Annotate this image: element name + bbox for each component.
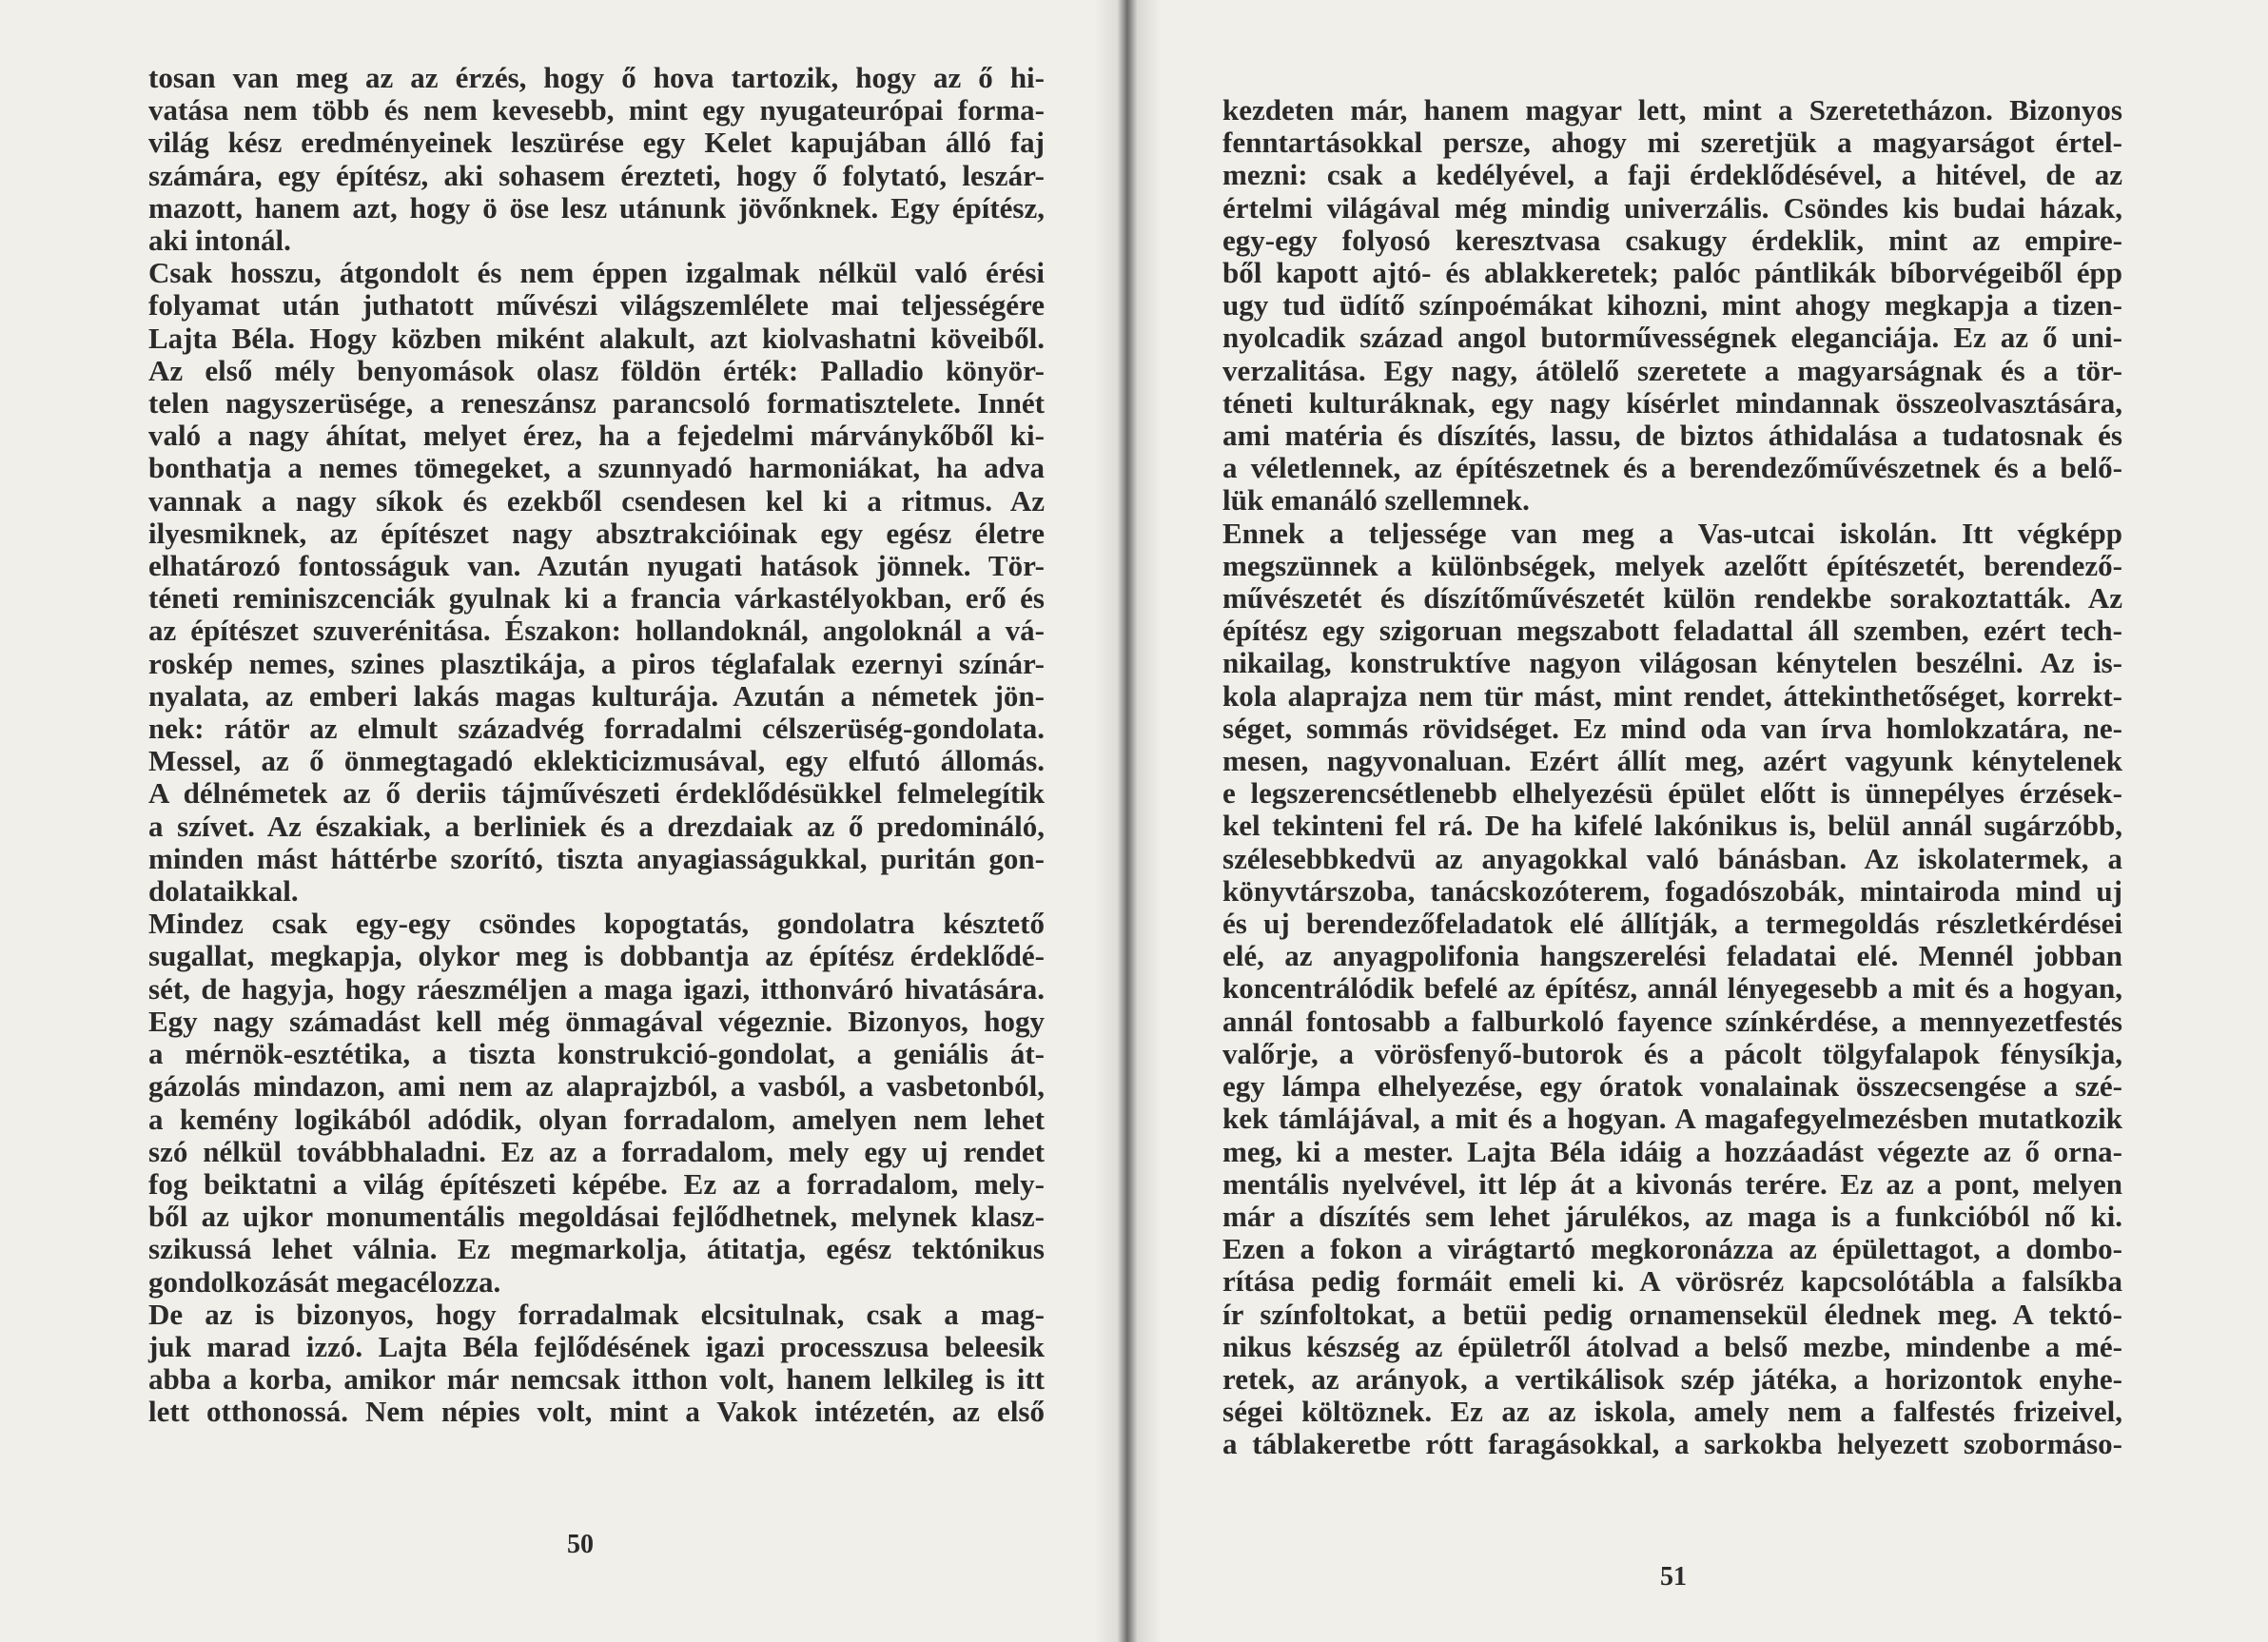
text-line: építész egy szigoruan megszabott feladattal áll szemben, ezért tech- [1222, 614, 2122, 648]
text-line: szó nélkül továbbhaladni. Ez az a forradalom, mely egy uj rendet [148, 1134, 1045, 1168]
text-line: szikussá lehet válnia. Ez megmarkolja, átitatja, egész tektónikus [148, 1232, 1045, 1266]
text-line: kola alaprajza nem tür mást, mint rendet, áttekinthetőséget, korrekt- [1222, 678, 2122, 713]
text-line: nyolcadik század angol butorművességnek eleganciája. Ez az ő uni- [1222, 321, 2122, 355]
text-line: egy lámpa elhelyezése, egy óratok vonalainak összecsengése a szé- [1222, 1069, 2122, 1104]
text-line: könyvtárszoba, tanácskozóterem, fogadószobák, mintairoda mind uj [1222, 873, 2122, 908]
text-line: mazott, hanem azt, hogy ö öse lesz utánunk jövőnknek. Egy építész, [148, 190, 1045, 225]
text-line: a mérnök-esztétika, a tiszta konstrukció-gondolat, a geniális át- [148, 1037, 1045, 1071]
text-line: ír színfoltokat, a betüi pedig ornamensekül élednek meg. A tektó- [1222, 1297, 2122, 1331]
text-line: nikailag, konstruktíve nagyon világosan kénytelen beszélni. Az is- [1222, 646, 2122, 680]
text-line: mezni: csak a kedélyével, a faji érdeklődésével, a hitével, de az [1222, 158, 2122, 192]
text-line: mesen, nagyvonaluan. Ezért állít meg, azért vagyunk kénytelenek [1222, 744, 2122, 778]
text-line: annál fontosabb a falburkoló fayence színkérdése, a mennyezetfestés [1222, 1004, 2122, 1038]
text-line: gázolás mindazon, ami nem az alaprajzból, a vasból, a vasbetonból, [148, 1069, 1045, 1104]
text-line: Az első mély benyomások olasz földön érték: Palladio könyör- [148, 353, 1045, 387]
text-line: Ezen a fokon a virágtartó megkoronázza az épülettagot, a dombo- [1222, 1232, 2122, 1266]
text-line: egy-egy folyosó keresztvasa csakugy érdeklik, mint az empire- [1222, 223, 2122, 257]
text-line: aki intonál. [148, 224, 291, 258]
text-line: vatása nem több és nem kevesebb, mint egy nyugateurópai forma- [148, 93, 1045, 127]
text-line: Mindez csak egy-egy csöndes kopogtatás, gondolatra késztető [148, 907, 1045, 941]
text-line: fog beiktatni a világ építészeti képébe. Ez az a forradalom, mely- [148, 1166, 1045, 1201]
text-line: lett otthonossá. Nem népies volt, mint a Vakok intézetén, az első [148, 1395, 1045, 1429]
text-line: nikus készség az épületről átolvad a belső mezbe, mindenbe a mé- [1222, 1329, 2122, 1363]
text-line: téneti reminiszcenciák gyulnak ki a francia várkastélyokban, erő és [148, 581, 1045, 616]
text-line: ugy tud üdítő színpoémákat kihozni, mint ahogy megkapja a tizen- [1222, 288, 2122, 323]
left-page [0, 0, 1118, 1642]
text-line: séget, sommás rövidséget. Ez mind oda van írva homlokzatára, ne- [1222, 711, 2122, 745]
text-line: téneti kulturáknak, egy nagy kísérlet mindannak összeolvasztására, [1222, 385, 2122, 420]
text-line: A délnémetek az ő deriis tájművészeti érdeklődésükkel felmelegítik [148, 776, 1045, 811]
text-line: elhatározó fontosságuk van. Azután nyugati hatások jönnek. Tör- [148, 549, 1045, 583]
text-line: verzalitása. Egy nagy, átölelő szeretete a magyarságnak és a tör- [1222, 353, 2122, 387]
text-line: kek támlájával, a mit és a hogyan. A magafegyelmezésben mutatkozik [1222, 1102, 2122, 1136]
text-line: a szívet. Az északiak, a berliniek és a drezdaiak az ő predomináló, [148, 809, 1045, 843]
text-line: elé, az anyagpolifonia hangszerelési feladatai elé. Mennél jobban [1222, 939, 2122, 973]
text-line: dolataikkal. [148, 874, 299, 909]
text-line: koncentrálódik befelé az építész, annál lényegesebb a mit és a hogyan, [1222, 971, 2122, 1006]
book-gutter [1094, 0, 1161, 1642]
text-line: Egy nagy számadást kell még önmagával végeznie. Bizonyos, hogy [148, 1004, 1045, 1038]
text-line: Csak hosszu, átgondolt és nem éppen izgalmak nélkül való érési [148, 256, 1045, 290]
text-line: világ kész eredményeinek leszürése egy Kelet kapujában álló faj [148, 126, 1045, 160]
text-line: ilyesmiknek, az építészet nagy absztrakcióinak egy egész életre [148, 516, 1045, 550]
text-line: roskép nemes, szines plasztikája, a piros téglafalak ezernyi színár- [148, 646, 1045, 680]
text-line: kel tekinteni fel rá. De ha kifelé lakónikus is, belül annál sugárzóbb, [1222, 809, 2122, 843]
text-line: nyalata, az emberi lakás magas kulturája. Azután a németek jön- [148, 678, 1045, 713]
text-line: bonthatja a nemes tömegeket, a szunnyadó harmoniákat, ha adva [148, 451, 1045, 485]
text-line: minden mást háttérbe szorító, tiszta anyagiasságukkal, puritán gon- [148, 841, 1045, 875]
text-line: e legszerencsétlenebb elhelyezésü épület előtt is ünnepélyes érzések- [1222, 776, 2122, 811]
text-line: Lajta Béla. Hogy közben miként alakult, azt kiolvashatni köveiből. [148, 321, 1045, 355]
text-line: vannak a nagy síkok és ezekből csendesen kel ki a ritmus. Az [148, 483, 1045, 518]
text-line: nek: rátör az elmult századvég forradalmi célszerüség-gondolata. [148, 712, 1045, 746]
text-line: retek, az arányok, a vertikálisok szép játéka, a horizontok enyhe- [1222, 1361, 2122, 1396]
text-line: gondolkozását megacélozza. [148, 1264, 501, 1299]
text-line: és uj berendezőfeladatok elé állítják, a termegoldás részletkérdései [1222, 907, 2122, 941]
text-line: már a díszítés sem lehet járulékos, az maga is a funkcióból nő ki. [1222, 1199, 2122, 1233]
text-line: telen nagyszerüsége, a reneszánsz parancsoló formatisztelete. Innét [148, 386, 1045, 420]
text-line: folyamat után juthatott művészi világszemlélete mai teljességére [148, 288, 1045, 323]
text-line: rítása pedig formáit emeli ki. A vörösréz kapcsolótábla a falsíkba [1222, 1264, 2122, 1299]
text-line: értelmi világával még mindig univerzális. Csöndes kis budai házak, [1222, 190, 2122, 225]
text-line: meg, ki a mester. Lajta Béla idáig a hozzáadást végezte az ő orna- [1222, 1134, 2122, 1168]
left-page-number: 50 [567, 1530, 594, 1559]
text-line: a véletlennek, az építészetnek és a berendezőművészetnek és a belő- [1222, 451, 2122, 485]
text-line: ségei költöznek. Ez az az iskola, amely nem a falfestés frizeivel, [1222, 1395, 2122, 1429]
text-line: mentális nyelvével, itt lép át a kivonás terére. Ez az a pont, melyen [1222, 1166, 2122, 1201]
text-line: Messel, az ő önmegtagadó eklekticizmusával, egy elfutó állomás. [148, 744, 1045, 778]
right-page-number: 51 [1660, 1562, 1687, 1592]
text-line: sugallat, megkapja, olykor meg is dobbantja az építész érdeklődé- [148, 939, 1045, 973]
text-line: juk marad izzó. Lajta Béla fejlődésének igazi processzusa beleesik [148, 1329, 1045, 1363]
right-page-text [1222, 94, 2122, 1461]
text-line: a táblakeretbe rótt faragásokkal, a sarkokba helyezett szobormáso- [1222, 1427, 2122, 1461]
text-line: ből az ujkor monumentális megoldásai fejlődhetnek, melynek klasz- [148, 1200, 1045, 1234]
text-line: lük emanáló szellemnek. [1222, 483, 1530, 518]
right-page [1118, 0, 2268, 1642]
text-line: számára, egy építész, aki sohasem érezteti, hogy ő folytató, leszár- [148, 158, 1045, 192]
text-line: ami matéria és díszítés, lassu, de biztos áthidalása a tudatosnak és [1222, 419, 2122, 453]
text-line: kezdeten már, hanem magyar lett, mint a Szeretetházon. Bizonyos [1222, 93, 2122, 127]
text-line: megszünnek a különbségek, melyek azelőtt építészetét, berendező- [1222, 548, 2122, 582]
text-line: De az is bizonyos, hogy forradalmak elcsitulnak, csak a mag- [148, 1297, 1045, 1331]
text-line: való a nagy áhítat, melyet érez, ha a fejedelmi márványkőből ki- [148, 419, 1045, 453]
text-line: tosan van meg az az érzés, hogy ő hova tartozik, hogy az ő hi- [148, 61, 1045, 94]
text-line: szélesebbkedvü az anyagokkal való bánásban. Az iskolatermek, a [1222, 841, 2122, 875]
text-line: fenntartásokkal persze, ahogy mi szeretjük a magyarságot értel- [1222, 126, 2122, 160]
text-line: Ennek a teljessége van meg a Vas-utcai iskolán. Itt végképp [1222, 516, 2122, 550]
text-line: sét, de hagyja, hogy ráeszméljen a maga igazi, itthonváró hivatására. [148, 971, 1045, 1006]
text-line: ből kapott ajtó- és ablakkeretek; palóc pántlikák bíborvégeiből épp [1222, 256, 2122, 290]
text-line: abba a korba, amikor már nemcsak itthon volt, hanem lelkileg is itt [148, 1362, 1045, 1397]
text-line: művészetét és díszítőművészetét külön rendekbe sorakoztatták. Az [1222, 581, 2122, 616]
text-line: a kemény logikából adódik, olyan forradalom, amelyen nem lehet [148, 1102, 1045, 1136]
text-line: valőrje, a vörösfenyő-butorok és a pácolt tölgyfalapok fénysíkja, [1222, 1036, 2122, 1070]
text-line: az építészet szuverénitása. Északon: hollandoknál, angoloknál a vá- [148, 614, 1045, 648]
left-page-text [148, 62, 1045, 1429]
